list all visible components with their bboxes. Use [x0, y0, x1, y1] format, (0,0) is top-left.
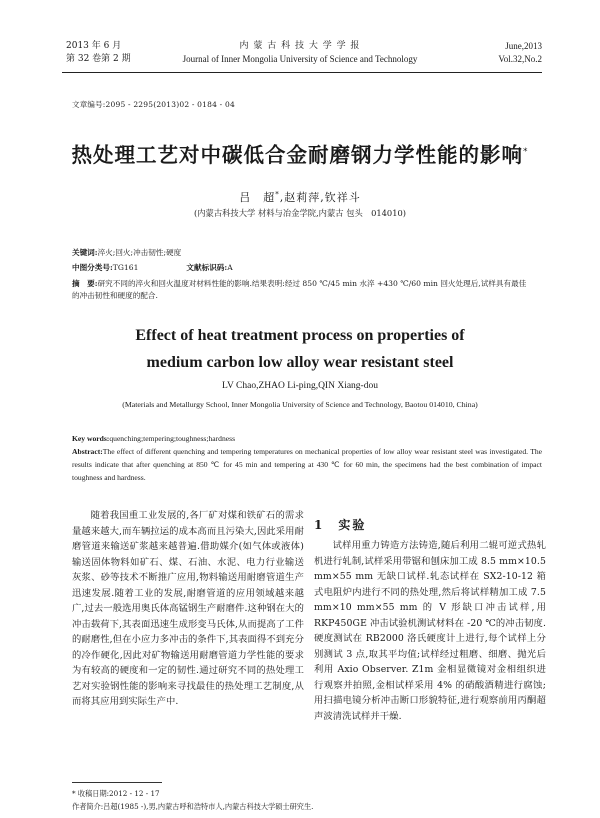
paper-title-cn-text: 热处理工艺对中碳低合金耐磨钢力学性能的影响 [71, 143, 523, 167]
section-heading-experiment: 1 实验 [314, 518, 367, 532]
keywords-cn [72, 248, 181, 258]
paper-title-en-line1: Effect of heat treatment process on properties of [135, 327, 465, 344]
header-date: 2013 年 6 月 [66, 41, 122, 51]
header-volume: 第 32 卷第 2 期 [66, 54, 131, 64]
paper-title-en-line2: medium carbon low alloy wear resistant steel [146, 354, 454, 371]
keywords-cn-label: 关键词: [72, 248, 98, 257]
intro-paragraph: 随着我国重工业发展的,各厂矿对煤和铁矿石的需求量越来越大,而车辆拉运的成本高而且污染大,因此采用耐磨管道来输送矿浆越来越普遍.借助媒介(如气体或液体)输送固体物料如矿石、煤、石油、水泥、电力行业输送灰浆、砂等技术不断推广应用,物料输送用耐磨管道生产迅速发展.随着工业的发展,耐磨管道的应用领域越来越广,过去一般选用奥氏体高锰钢生产耐磨件.这种钢在大的冲击载荷下,其表面迅速生成形变马氏体,从而提高了工件的耐磨性,但在小应力多冲击的条件下,其表面得不到充分的冷作硬化,因此对矿物输送用耐磨管道力学性能的要求为有较高的硬度和一定的韧性.通过研究不同的热处理工艺对实验钢性能的影响来寻找最佳的热处理工艺制度,从而将其应用到实际生产中. [72, 510, 304, 707]
paper-title-cn [0, 138, 600, 168]
footnote-received: * 收稿日期:2012 - 12 - 17 [72, 789, 160, 798]
abstract-en-label: Abstract: [72, 447, 103, 456]
title-footnote-mark: * [523, 147, 529, 158]
body-right-column [314, 538, 546, 724]
paper-title-en [0, 322, 600, 376]
doc-code-value: A [227, 263, 233, 272]
abstract-en [72, 445, 542, 484]
header-month: June,2013 [505, 41, 542, 51]
classification-row [72, 263, 233, 273]
abstract-cn [72, 278, 532, 302]
affiliation-en: (Materials and Metallurgy School, Inner Mongolia University of Science and Technology, Baotou 014010, China) [122, 400, 478, 409]
keywords-en [72, 432, 542, 445]
footnote-author-bio: 作者简介:吕超(1985 -),男,内蒙古呼和浩特市人,内蒙古科技大学硕士研究生. [72, 802, 314, 811]
body-left-column [72, 508, 304, 710]
authors-en: LV Chao,ZHAO Li-ping,QIN Xiang-dou [222, 381, 378, 391]
authors-rest: ,赵莉萍,钦祥斗 [279, 191, 361, 204]
keywords-en-label: Key words: [72, 434, 110, 443]
keywords-en-value: quenching;tempering;toughness;hardness [109, 434, 236, 443]
keywords-cn-value: 淬火;回火;冲击韧性;硬度 [97, 248, 182, 257]
affiliation-cn: (内蒙古科技大学 材料与冶金学院,内蒙古 包头 014010) [194, 208, 406, 218]
doc-code-label: 文献标识码: [186, 263, 228, 272]
journal-name-en: Journal of Inner Mongolia University of Science and Technology [182, 54, 418, 64]
footnote-rule [72, 782, 162, 783]
header-rule [62, 72, 542, 73]
clc-value: TG161 [112, 263, 139, 272]
author-first: 吕 超 [239, 191, 276, 204]
abstract-cn-text: 研究不同的淬火和回火温度对材料性能的影响.结果表明:经过 850 ℃/45 min 水淬 +430 ℃/60 min 回火处理后,试样具有最佳的冲击韧性和硬度的配合. [72, 279, 527, 300]
journal-name-cn: 内 蒙 古 科 技 大 学 学 报 [239, 41, 361, 51]
experiment-paragraph: 试样用重力铸造方法铸造,随后利用二辊可逆式热轧机进行轧制,试样采用带锯和刨床加工成 8.5 mm×10.5 mm×55 mm 无缺口试样.轧态试样在 SX2-10-12 箱式电阻炉内进行不同的热处理,然后将试样精加工成 7.5 mm×10 mm×55 mm 的 V 形缺口冲击试样,用 RKP450GE 冲击试验机测试材料在 -20 ℃的冲击韧度.硬度测试在 RB2000 洛氏硬度计上进行,每个试样上分别测试 3 点,取其平均值;试样经过粗磨、细磨、抛光后利用 Axio Observer. Z1m 金相显微镜对金相组织进行观察并拍照,金相试样采用 4% 的硝酸酒精进行腐蚀;用扫描电镜分析冲击断口形貌特征,进行观察前用丙酮超声波清洗试样并干燥. [314, 540, 546, 722]
author-mark: * [275, 190, 280, 199]
authors-cn [0, 189, 600, 205]
abstract-cn-label: 摘 要: [72, 279, 98, 288]
abstract-en-text: The effect of different quenching and tempering temperatures on mechanical properties of low alloy wear resistant steel was investigated. The results indicate that after quenching at 850 ℃ for 45 min and tempering at 430 ℃ for 60 min, the specimens had the best combination of impact toughness and hardness. [72, 447, 542, 482]
clc-label: 中图分类号: [72, 263, 113, 272]
header-vol-no: Vol.32,No.2 [498, 54, 542, 64]
article-number: 文章编号:2095 - 2295(2013)02 - 0184 - 04 [72, 100, 235, 109]
